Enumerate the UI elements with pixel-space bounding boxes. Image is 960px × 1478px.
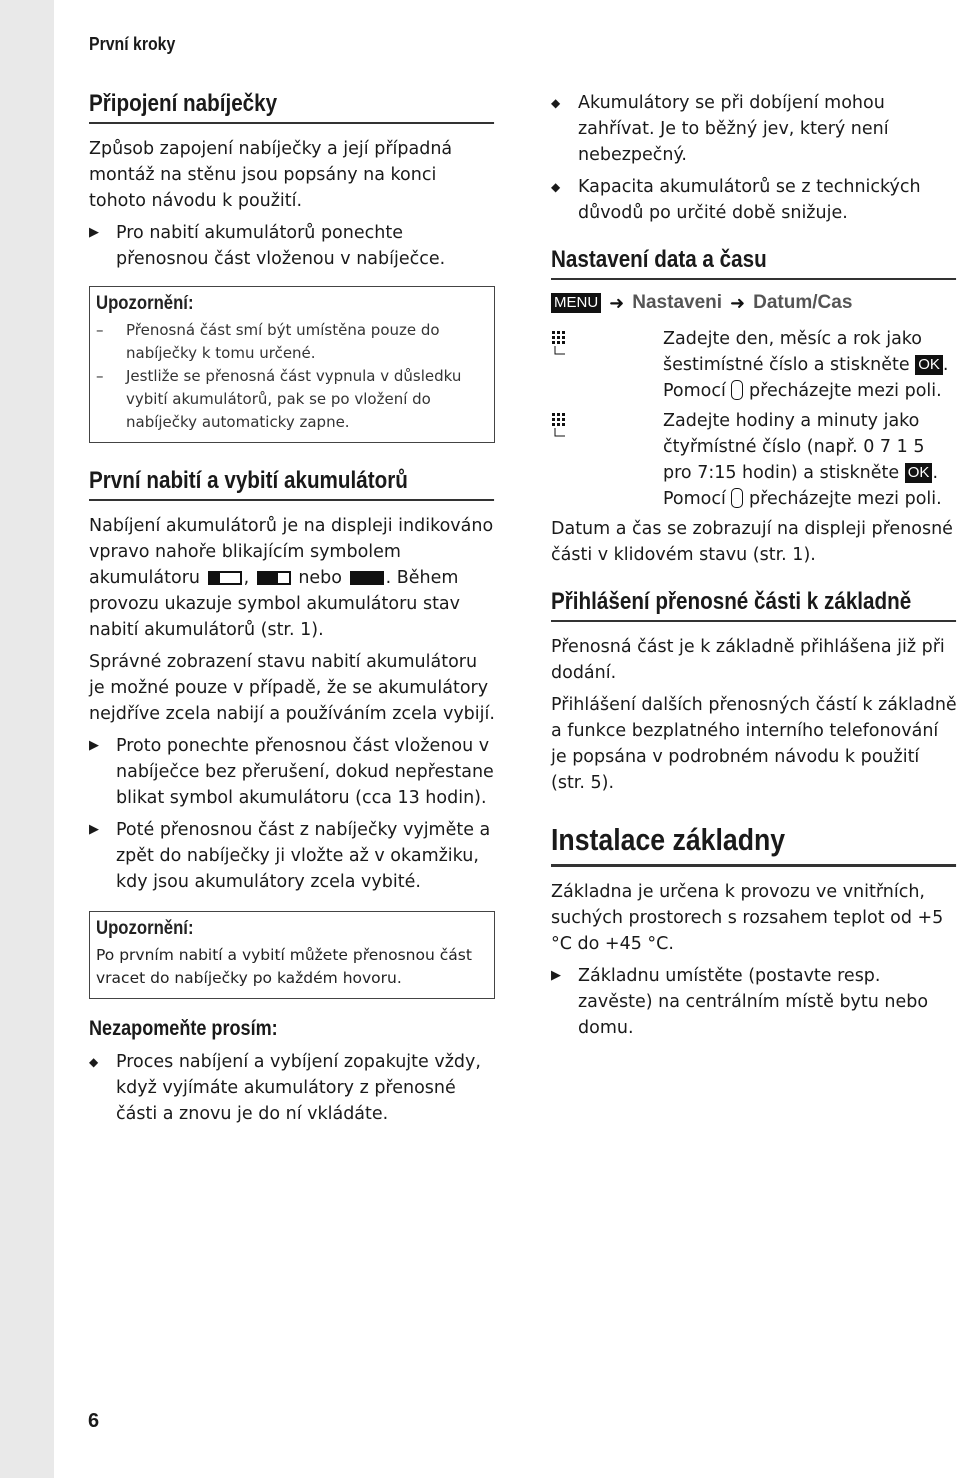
paragraph: Datum a čas se zobrazují na displeji přenosné části v klidovém stavu (str. 1). <box>551 519 953 565</box>
paragraph: Správné zobrazení stavu nabití akumulátoru je možné pouze v případě, že se akumulátory nejdříve zcela nabijí a používáním zcela vybijí. <box>89 652 495 724</box>
triangle-bullet-icon: ▶ <box>89 225 99 240</box>
section-datetime-heading <box>551 246 957 280</box>
ok-key: OK <box>915 355 943 375</box>
paragraph: Základna je určena k provozu ve vnitřních, suchých prostorech s rozsahem teplot od +5 °C do +45 °C. <box>551 882 944 954</box>
section-base-heading <box>551 822 957 867</box>
page-margin-strip <box>0 0 54 1478</box>
notice-box <box>89 286 495 443</box>
menu-item: Nastaveni <box>632 292 723 313</box>
keypad-icon <box>551 408 663 512</box>
triangle-bullet-icon: ▶ <box>89 822 99 837</box>
list-item <box>89 220 495 272</box>
instruction-step <box>551 326 957 404</box>
section-reminder-heading <box>89 1017 495 1041</box>
list-item-text: Proto ponechte přenosnou část vloženou v nabíječce bez přerušení, dokud nepřestane blikat symbol akumulátoru (cca 13 hodin). <box>116 736 494 808</box>
battery-icon <box>208 571 242 585</box>
step-text: . Pomocí <box>663 463 939 509</box>
diamond-bullet-icon: ◆ <box>89 1055 99 1069</box>
paragraph: Způsob zapojení nabíječky a její případná montáž na stěnu jsou popsány na konci tohoto návodu k použití. <box>89 139 453 211</box>
right-column <box>551 90 957 1047</box>
dash-bullet: – <box>96 321 104 339</box>
section-registration-heading <box>551 588 957 622</box>
section-title: Přihlášení přenosné části k základně <box>551 588 956 622</box>
list-item <box>551 90 957 168</box>
list-item-text: Poté přenosnou část z nabíječky vyjměte a zpět do nabíječky ji vložte až v okamžiku, kdy jsou akumulátory zcela vybité. <box>116 820 491 892</box>
diamond-bullet-icon: ◆ <box>551 96 561 110</box>
running-header: První kroky <box>89 34 176 54</box>
notice-title: Upozornění: <box>96 918 194 939</box>
menu-key: MENU <box>551 293 601 313</box>
left-column <box>89 90 495 1133</box>
comma: , <box>243 568 250 588</box>
section-title: První nabití a vybití akumulátorů <box>89 467 494 501</box>
paragraph-text: . Během provozu ukazuje symbol akumulátoru stav nabití akumulátorů (str. 1). <box>89 568 461 640</box>
list-item-text: Pro nabití akumulátorů ponechte přenosnou část vloženou v nabíječce. <box>116 223 446 269</box>
step-text: přecházejte mezi poli. <box>749 489 942 509</box>
battery-icon <box>257 571 291 585</box>
paragraph-text: Nabíjení akumulátorů je na displeji indikováno vpravo nahoře blikajícím symbolem akumulátoru <box>89 516 494 588</box>
instruction-text <box>663 326 957 404</box>
paragraph: Přenosná část je k základně přihlášena již při dodání. <box>551 637 945 683</box>
instruction-text <box>663 408 957 512</box>
chapter-title: Instalace základny <box>551 822 956 867</box>
page-number: 6 <box>88 1410 100 1432</box>
list-item-text: Akumulátory se při dobíjení mohou zahřívat. Je to běžný jev, který není nebezpečný. <box>578 93 889 165</box>
battery-icon <box>350 571 384 585</box>
list-item <box>89 733 495 811</box>
list-item <box>89 1049 495 1127</box>
list-item <box>551 963 957 1041</box>
notice-item <box>96 319 488 365</box>
list-item <box>551 174 957 226</box>
paragraph: Přihlášení dalších přenosných částí k základně a funkce bezplatného interního telefonování je popsána v podrobném návodu k použití (str. 5). <box>551 695 957 793</box>
section-title: Nastavení data a času <box>551 246 956 280</box>
list-item-text: Proces nabíjení a vybíjení zopakujte vždy, když vyjímáte akumulátory z přenosné části a znovu je do ní vkládáte. <box>116 1052 481 1124</box>
notice-title: Upozornění: <box>96 293 194 314</box>
diamond-bullet-icon: ◆ <box>551 180 561 194</box>
step-text: Zadejte hodiny a minuty jako čtyřmístné číslo (např. 0 7 1 5 pro 7:15 hodin) a stiskněte <box>663 411 925 483</box>
notice-item <box>96 365 488 434</box>
section-title: Nezapomeňte prosím: <box>89 1017 278 1040</box>
notice-box <box>89 911 495 999</box>
keypad-icon <box>551 326 663 404</box>
arrow-right-icon: ➜ <box>730 292 746 313</box>
menu-item: Datum/Cas <box>753 292 853 313</box>
dash-bullet: – <box>96 367 104 385</box>
arrow-right-icon: ➜ <box>609 292 625 313</box>
section-title: Připojení nabíječky <box>89 90 494 124</box>
instruction-step <box>551 408 957 512</box>
paragraph <box>89 513 495 643</box>
step-text: . Pomocí <box>663 355 949 401</box>
notice-text: Po prvním nabití a vybití můžete přenosnou část vracet do nabíječky po každém hovoru. <box>96 946 472 987</box>
triangle-bullet-icon: ▶ <box>551 968 561 983</box>
notice-item-text: Jestliže se přenosná část vypnula v důsledku vybití akumulátorů, pak se po vložení do nabíječky automaticky zapne. <box>126 367 462 431</box>
paragraph-text: nebo <box>298 568 342 588</box>
step-text: Zadejte den, měsíc a rok jako šestimístné číslo a stiskněte <box>663 329 923 375</box>
list-item-text: Základnu umístěte (postavte resp. zavěste) na centrálním místě bytu nebo domu. <box>578 966 929 1038</box>
list-item <box>89 817 495 895</box>
list-item-text: Kapacita akumulátorů se z technických důvodů po určité době snižuje. <box>578 177 921 223</box>
notice-item-text: Přenosná část smí být umístěna pouze do nabíječky k tomu určené. <box>126 321 440 362</box>
nav-key-icon <box>731 488 743 508</box>
section-first-charge-heading <box>89 467 495 501</box>
menu-path <box>551 292 957 314</box>
step-text: přecházejte mezi poli. <box>749 381 942 401</box>
triangle-bullet-icon: ▶ <box>89 738 99 753</box>
ok-key: OK <box>905 463 933 483</box>
nav-key-icon <box>731 380 743 400</box>
section-charger-heading <box>89 90 495 124</box>
